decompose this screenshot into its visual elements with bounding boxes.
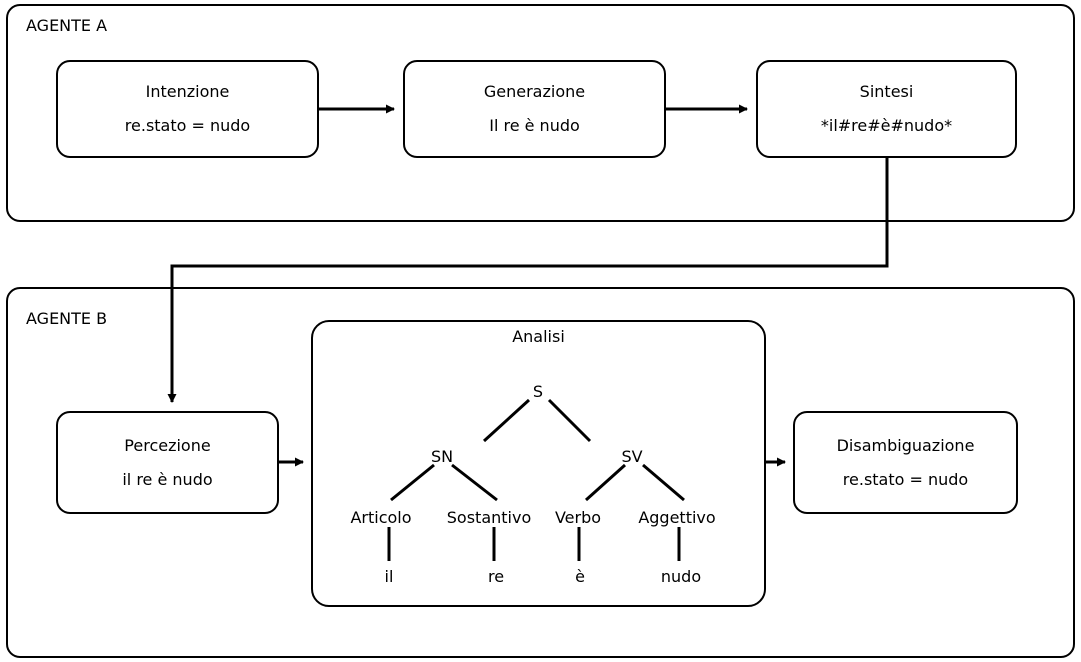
- node-generazione-value: Il re è nudo: [489, 116, 580, 135]
- tree-node-articolo: Articolo: [350, 508, 412, 527]
- node-disambiguazione-title: Disambiguazione: [836, 435, 975, 455]
- node-sintesi-value: *il#re#è#nudo*: [820, 116, 953, 135]
- tree-node-sv: SV: [621, 447, 643, 466]
- node-intenzione-value: re.stato = nudo: [124, 116, 251, 135]
- node-percezione-value: il re è nudo: [122, 469, 213, 489]
- tree-node-sostantivo: Sostantivo: [446, 508, 532, 527]
- node-generazione-title: Generazione: [483, 82, 586, 101]
- tree-word-e: è: [575, 567, 585, 586]
- tree-node-s: S: [532, 382, 544, 401]
- tree-node-verbo: Verbo: [554, 508, 602, 527]
- agent-b-label: AGENTE B: [26, 309, 108, 328]
- node-generazione[interactable]: [403, 60, 666, 158]
- node-sintesi[interactable]: [756, 60, 1017, 158]
- node-disambiguazione-value: re.stato = nudo: [842, 469, 969, 489]
- tree-word-il: il: [384, 567, 394, 586]
- node-intenzione[interactable]: [56, 60, 319, 158]
- analisi-container[interactable]: [311, 320, 766, 607]
- analisi-title: Analisi: [512, 327, 565, 346]
- node-percezione-title: Percezione: [124, 435, 211, 455]
- node-intenzione-title: Intenzione: [145, 82, 230, 101]
- agent-a-label: AGENTE A: [26, 16, 108, 35]
- tree-node-aggettivo: Aggettivo: [638, 508, 716, 527]
- tree-word-re: re: [487, 567, 505, 586]
- node-percezione[interactable]: [56, 411, 279, 514]
- node-disambiguazione[interactable]: [793, 411, 1018, 514]
- node-sintesi-title: Sintesi: [859, 82, 914, 101]
- tree-word-nudo: nudo: [660, 567, 702, 586]
- tree-node-sn: SN: [430, 447, 454, 466]
